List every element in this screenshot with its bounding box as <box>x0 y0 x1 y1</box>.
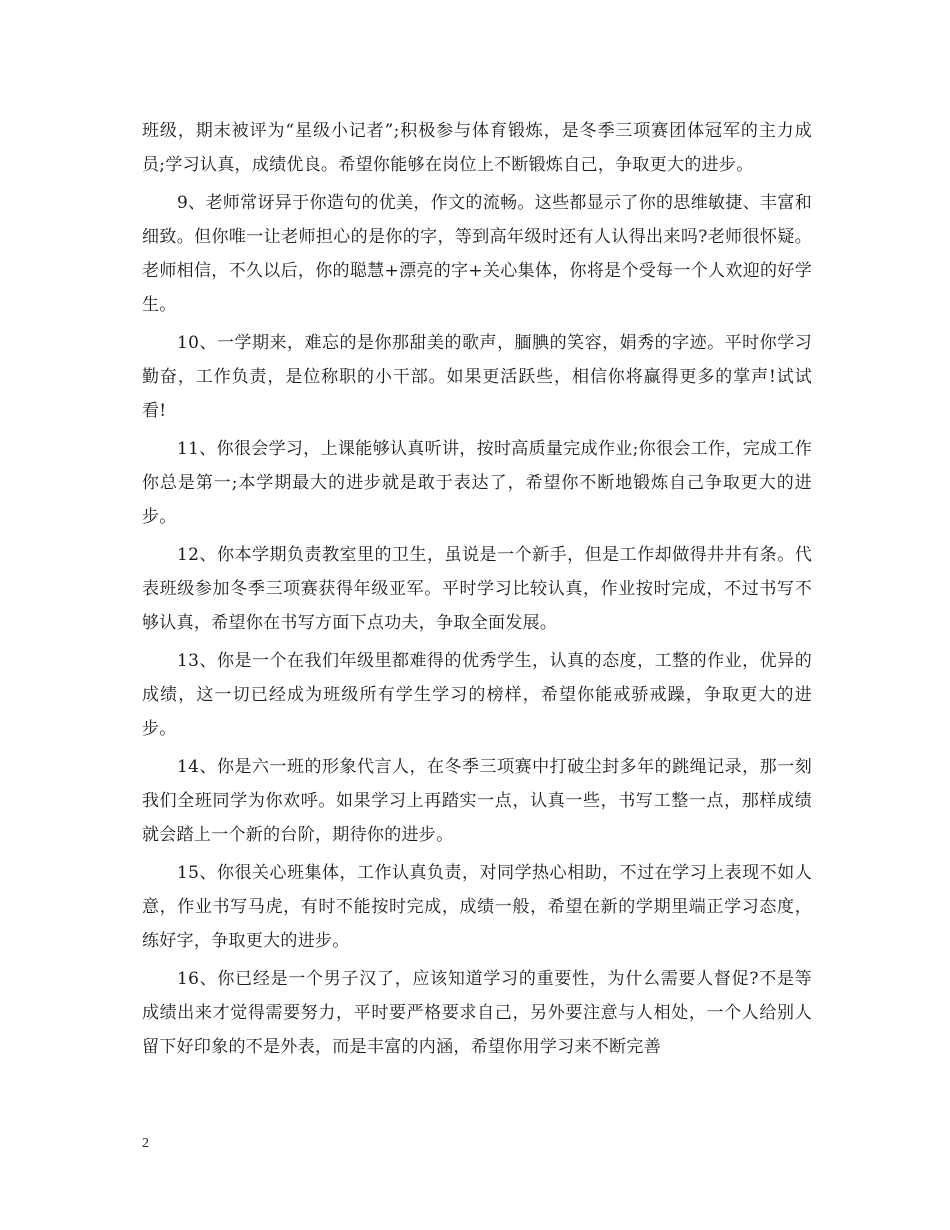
page-number: 2 <box>142 1136 149 1151</box>
paragraph-comment-11: 11、你很会学习，上课能够认真听讲，按时高质量完成作业;你很会工作，完成工作你总是第一;本学期最大的进步就是敢于表达了，希望你不断地锻炼自己争取更大的进步。 <box>142 439 812 527</box>
paragraph-comment-9: 9、老师常讶异于你造句的优美，作文的流畅。这些都显示了你的思维敏捷、丰富和细致。但你唯一让老师担心的是你的字，等到高年级时还有人认得出来吗?老师很怀疑。老师相信，不久以后，你的聪慧+漂亮的字+关心集体，你将是个受每一个人欢迎的好学生。 <box>142 193 812 315</box>
paragraph-continuation: 班级，期末被评为“星级小记者”;积极参与体育锻炼，是冬季三项赛团体冠军的主力成员;学习认真，成绩优良。希望你能够在岗位上不断锻炼自己，争取更大的进步。 <box>142 121 812 175</box>
paragraph-comment-12: 12、你本学期负责教室里的卫生，虽说是一个新手，但是工作却做得井井有条。代表班级参加冬季三项赛获得年级亚军。平时学习比较认真，作业按时完成，不过书写不够认真，希望你在书写方面下点功夫，争取全面发展。 <box>142 545 812 633</box>
paragraph-comment-14: 14、你是六一班的形象代言人，在冬季三项赛中打破尘封多年的跳绳记录，那一刻我们全班同学为你欢呼。如果学习上再踏实一点，认真一些，书写工整一点，那样成绩就会踏上一个新的台阶，期待你的进步。 <box>142 757 812 845</box>
paragraph-comment-13: 13、你是一个在我们年级里都难得的优秀学生，认真的态度，工整的作业，优异的成绩，这一切已经成为班级所有学生学习的榜样，希望你能戒骄戒躁，争取更大的进步。 <box>142 651 812 739</box>
paragraph-comment-10: 10、一学期来，难忘的是你那甜美的歌声，腼腆的笑容，娟秀的字迹。平时你学习勤奋，工作负责，是位称职的小干部。如果更活跃些，相信你将赢得更多的掌声!试试看! <box>142 333 812 421</box>
document-body <box>142 114 812 1068</box>
paragraph-comment-15: 15、你很关心班集体，工作认真负责，对同学热心相助，不过在学习上表现不如人意，作业书写马虎，有时不能按时完成，成绩一般，希望在新的学期里端正学习态度，练好字，争取更大的进步。 <box>142 863 812 951</box>
paragraph-comment-16: 16、你已经是一个男子汉了，应该知道学习的重要性，为什么需要人督促?不是等成绩出来才觉得需要努力，平时要严格要求自己，另外要注意与人相处，一个人给别人留下好印象的不是外表，而是丰富的内涵，希望你用学习来不断完善 <box>142 969 812 1057</box>
